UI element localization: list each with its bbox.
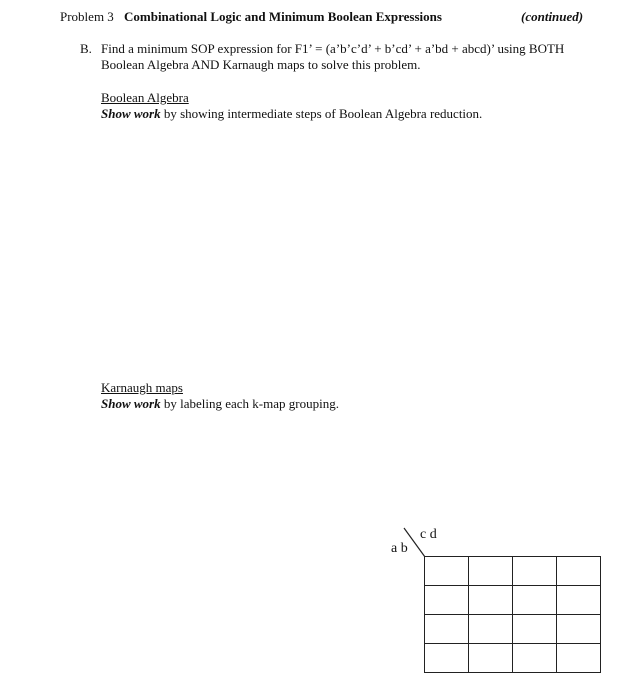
- instruction-emphasis: Show work: [101, 106, 161, 121]
- kmap-cell[interactable]: [513, 644, 557, 673]
- karnaugh-map-grid: [424, 556, 601, 673]
- instruction-emphasis: Show work: [101, 396, 161, 411]
- kmap-row: [425, 615, 601, 644]
- kmap-cell[interactable]: [469, 586, 513, 615]
- boolean-algebra-heading: Boolean Algebra: [101, 90, 189, 105]
- kmap-cell[interactable]: [557, 615, 601, 644]
- kmap-cell[interactable]: [425, 557, 469, 586]
- kmap-cell[interactable]: [425, 586, 469, 615]
- kmap-cell[interactable]: [469, 557, 513, 586]
- kmap-column-variables: c d: [420, 527, 437, 542]
- kmap-row: [425, 586, 601, 615]
- question-letter: B.: [80, 41, 92, 56]
- karnaugh-maps-heading: Karnaugh maps: [101, 380, 183, 395]
- problem-label: Problem 3: [60, 9, 114, 24]
- kmap-row: [425, 557, 601, 586]
- continued-note: (continued): [521, 9, 584, 24]
- kmap-cell[interactable]: [557, 557, 601, 586]
- kmap-diagonal-divider: [403, 527, 427, 559]
- kmap-cell[interactable]: [513, 615, 557, 644]
- boolean-algebra-instruction: [101, 106, 482, 122]
- kmap-row: [425, 644, 601, 673]
- instruction-text: by showing intermediate steps of Boolean Algebra reduction.: [160, 106, 483, 121]
- problem-title: Combinational Logic and Minimum Boolean Expressions: [124, 9, 442, 24]
- kmap-cell[interactable]: [557, 644, 601, 673]
- kmap-row-variables: a b: [391, 541, 408, 556]
- karnaugh-maps-instruction: [101, 396, 339, 412]
- question-text-line-1: Find a minimum SOP expression for F1’ = (a’b’c’d’ + b’cd’ + a’bd + abcd)’ using BOTH: [101, 41, 565, 56]
- kmap-cell[interactable]: [469, 615, 513, 644]
- kmap-cell[interactable]: [469, 644, 513, 673]
- kmap-cell[interactable]: [513, 557, 557, 586]
- kmap-cell[interactable]: [425, 615, 469, 644]
- instruction-text: by labeling each k-map grouping.: [160, 396, 339, 411]
- question-text-line-2: Boolean Algebra AND Karnaugh maps to solve this problem.: [101, 57, 421, 72]
- kmap-cell[interactable]: [425, 644, 469, 673]
- kmap-cell[interactable]: [557, 586, 601, 615]
- kmap-cell[interactable]: [513, 586, 557, 615]
